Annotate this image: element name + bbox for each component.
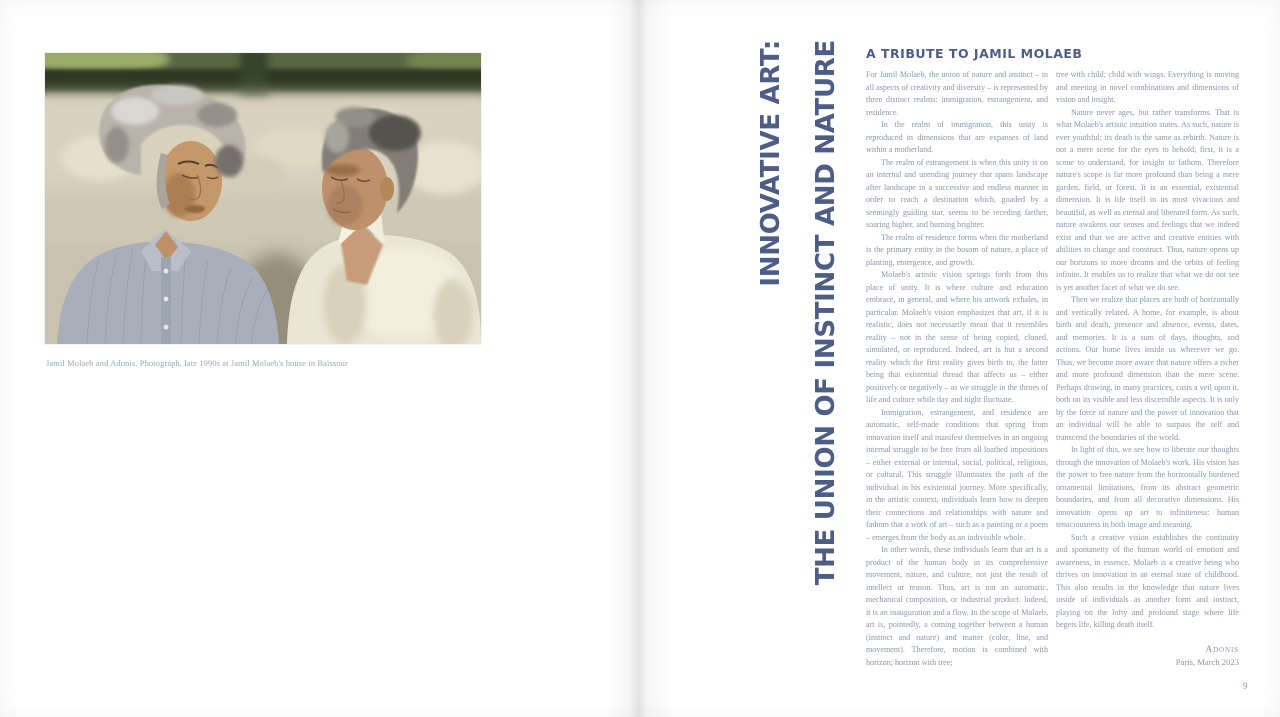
paragraph: Such a creative vision establishes the continuity and spontaneity of the human world of emotion and awareness, in essence, Molaeb is a creative being who thrives on innovation in an eternal state of childhood. This also results in the knowledge that nature lives inside of individuals as another form and instinct, playing on the lofty and profound stage where life begets life, killing death itself. <box>1056 532 1239 629</box>
paragraph: In light of this, we see how to liberate our thoughts through the innovation of Molaeb's work. His vision has the power to free nature from the horizontally burdened ornamental limitations, from its abstract geometric boundaries, and from all decorative dimensions. His innovation opens up art to infiniteness: human tenaciousness in both image and meaning. <box>1056 445 1239 529</box>
text-column-right <box>1056 69 1239 669</box>
chapter-title-vertical <box>744 40 862 640</box>
page-number: 9 <box>1243 681 1248 691</box>
signature-place-date: Paris, March 2023 <box>1175 657 1239 667</box>
photo-frame <box>45 53 481 344</box>
text-column-left <box>866 69 1048 669</box>
paragraph: Nature never ages, but rather transforms. That is what Molaeb's artistic intuition states. As such, nature is ever youthful; its death is the same as rebirth. Nature is not a mere scene for the eyes to behold; first, it is a scene to understand, for insight to fathom. Therefore nature's scope is far more profound than being a mere garden, field, or forest. It is an essential, existential dimension. It is life itself in its most vivacious and beautiful, as well as eternal and liberated form. As such, nature awakens our senses and feelings that we indeed exist and that we are active and creative entities with abilities to change and construct. Thus, nature opens up our horizons to more dreams and the orbits of feeling infinite. It enables us to realize that what we do not see is yet another facet of what we do see. <box>1056 107 1239 292</box>
paragraph: The realm of residence forms when the motherland is the primary entity in the bosom of nature, a place of planting, emergence, and growth. <box>866 232 1048 267</box>
paragraph: In the realm of immigration, this unity is reproduced in dimensions that are expanses of land within a motherland. <box>866 120 1048 154</box>
photo-jamil-molaeb-and-adonis <box>45 53 481 344</box>
paragraph: The realm of estrangement is when this unity is on an internal and unending journey that spans landscape after landscape in a successive and endless manner in order to reach a destination which, goaded by a seemingly guiding star, seems to be receding farther, soaring higher, and burning brighter. <box>866 157 1048 229</box>
paragraph: For Jamil Molaeb, the union of nature and instinct – in all aspects of creativity and diversity – is represented by three distinct realms: immigration, estrangement, and residence. <box>866 70 1048 117</box>
chapter-title-line2: THE UNION OF INSTINCT AND NATURE <box>811 40 841 586</box>
paragraph: Then we realize that places are both of horizontally and vertically related. A home, for example, is about birth and death, presence and absence, events, dates, and memories. It is a sum of days, thoughts, and actions. Our home lives inside us wherever we go. Thus, we become more aware that nature offers a richer and more profound dimension than the mere scene. Perhaps drawing, in many practices, casts a veil upon it, both on its visible and less discernible aspects. It is only by the force of nature and the power of innovation that an individual will be able to surpass the self and transcend the boundaries of the world. <box>1056 295 1239 442</box>
photo-scene <box>45 53 481 344</box>
paragraph: tree with child; child with wings. Everything is moving and meeting in novel combinations and dimensions of vision and insight. <box>1056 70 1239 104</box>
chapter-title-line1: INNOVATIVE ART: <box>756 40 786 287</box>
page-gutter <box>608 0 672 717</box>
article-heading: A TRIBUTE TO JAMIL MOLAEB <box>866 46 1083 61</box>
paragraph: Immigration, estrangement, and residence are automatic, self-made conditions that spring from innovation itself and manifest themselves in an ongoing internal struggle to be free from all loathed impositions – either external or internal, social, political, religious, or cultural. This struggle illuminates the path of the individual in his existential journey. More specifically, in the artistic context, individuals learn how to deepen their connections and relationships with nature and fathom that a work of art – such as a painting or a poem – emerges from the body as an indivisible whole. <box>866 407 1048 542</box>
paragraph: In other words, these individuals learn that art is a product of the human body in its comprehensive movement, nature, and culture, not just the result of intellect or reason. Thus, art is not an automatic, mechanical composition, or industrial product. Indeed, it is an inauguration and a flow. In the scope of Molaeb, art is, pointedly, a coming together between a human (instinct and nature) and matter (color, line, and movement). Therefore, motion is combined with horizon; horizon with tree; <box>866 545 1048 667</box>
signature-block <box>1056 644 1239 669</box>
photo-caption: Jamil Molaeb and Adonis. Photograph, late 1990s at Jamil Molaeb's house in Baissour <box>46 359 348 368</box>
paragraph: Molaeb's artistic vision springs forth from this place of unity. It is where culture and education embrace, in general, and where his artwork exhales, in particular. Molaeb's vision emphasizes that art, if it is realistic, does not necessarily mean that it resembles reality – not in the sense of being copied, cloned, simulated, or reproduced. Indeed, art is but a second reality which the first reality gives birth to, the latter being that existential thread that affects us – either positively or negatively – as we struggle in the throes of life and culture while day and night fluctuate. <box>866 270 1048 404</box>
signature-author: Adonis <box>1205 644 1239 655</box>
